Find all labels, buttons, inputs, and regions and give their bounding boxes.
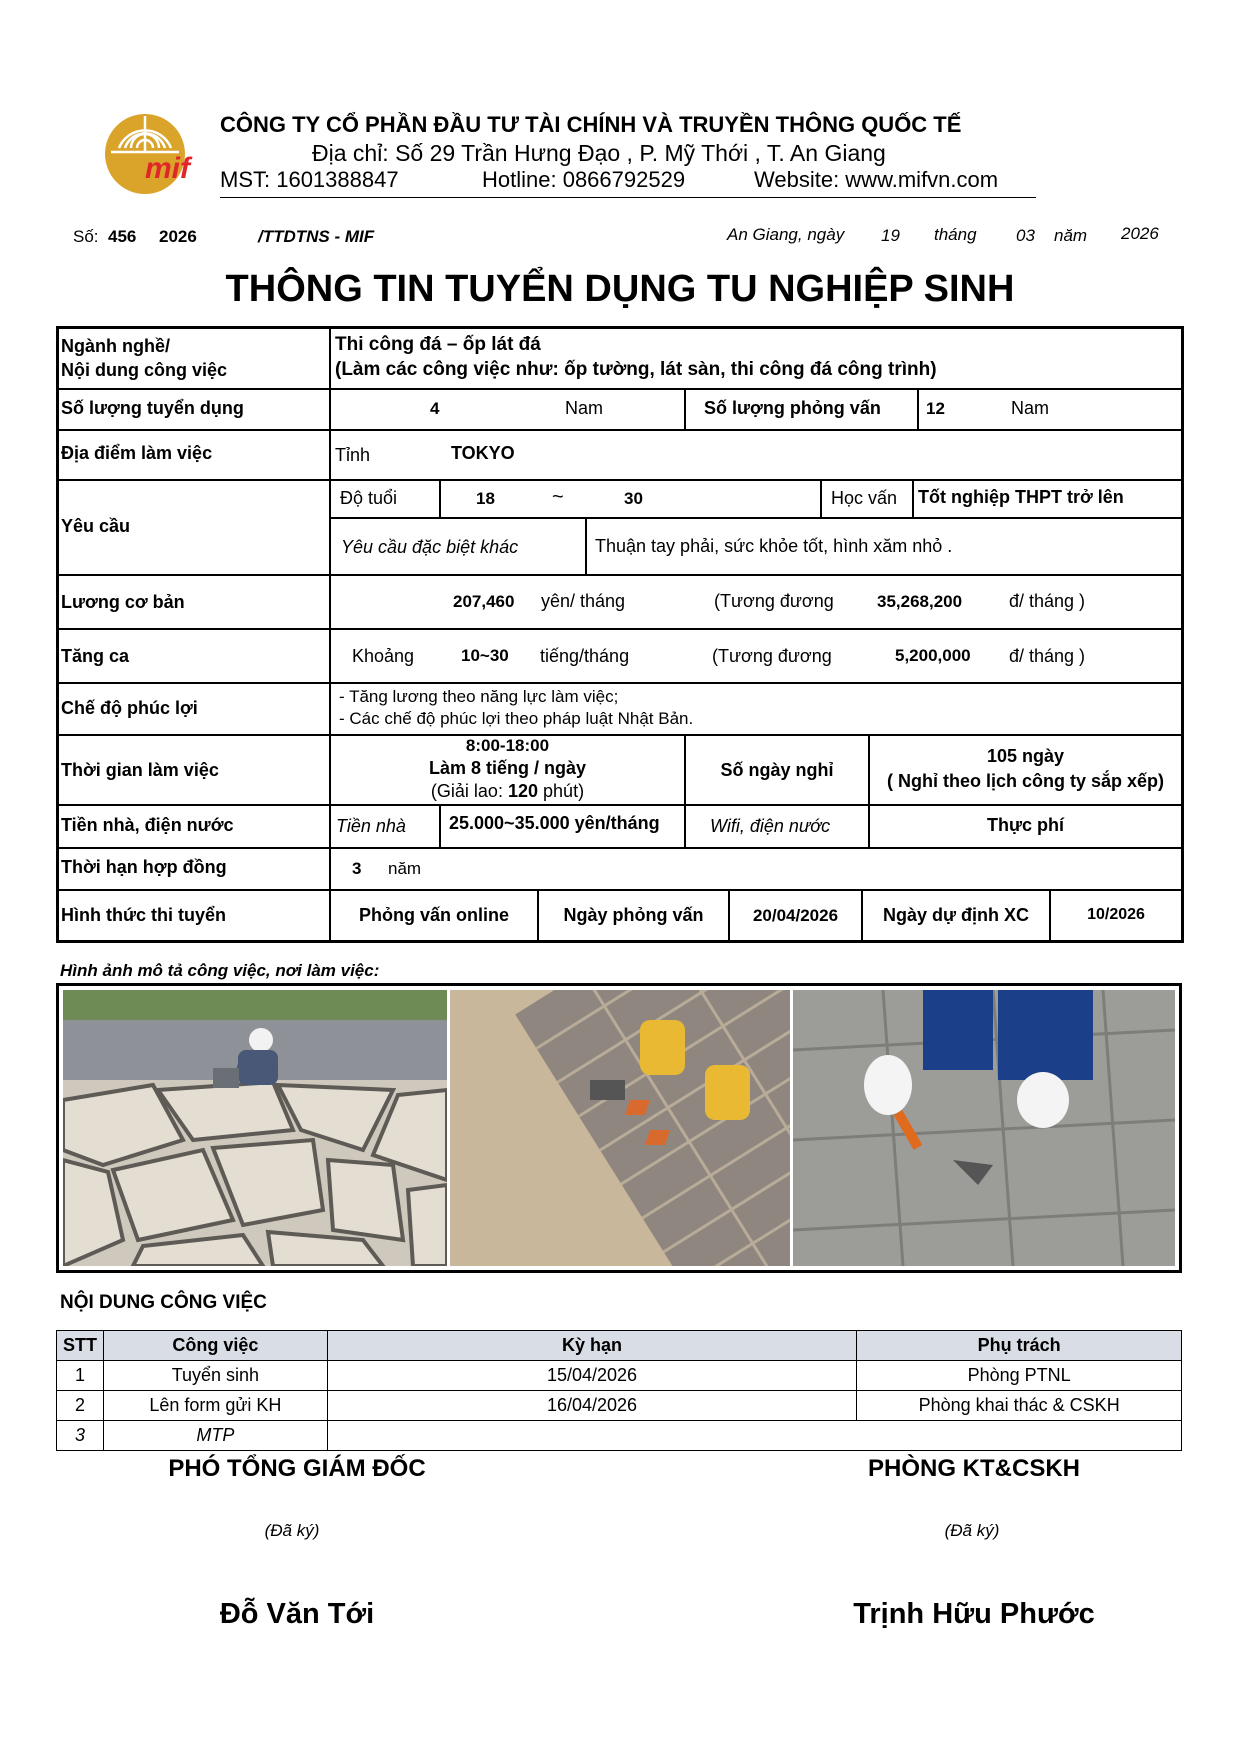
age-min: 18 <box>476 489 495 508</box>
row-divider <box>56 847 1184 849</box>
education-value: Tốt nghiệp THPT trở lên <box>918 487 1124 507</box>
overtime-equivalent-label: (Tương đương <box>712 646 832 666</box>
task-name: Lên form gửi KH <box>103 1391 327 1421</box>
welfare-label: Chế độ phúc lợi <box>61 698 198 718</box>
welfare-item: - Tăng lương theo năng lực làm việc; <box>339 687 619 706</box>
photos-caption: Hình ảnh mô tả công việc, nơi làm việc: <box>60 961 380 980</box>
interview-count: 12 <box>926 399 945 418</box>
task-owner: Phòng khai thác & CSKH <box>857 1391 1182 1421</box>
table-row <box>57 1391 1182 1421</box>
education-label: Học vấn <box>831 488 898 508</box>
task-name: Tuyển sinh <box>103 1361 327 1391</box>
task-stt: 1 <box>57 1361 104 1391</box>
recruit-count-label: Số lượng tuyển dụng <box>61 398 244 418</box>
row-divider <box>56 682 1184 684</box>
housing-label: Tiền nhà, điện nước <box>61 815 234 835</box>
company-address: Địa chỉ: Số 29 Trần Hưng Đạo , P. Mỹ Thới , T. An Giang <box>312 140 886 166</box>
photo-flagstone-paving <box>63 990 447 1266</box>
dayoff-value: 105 ngày <box>986 746 1065 766</box>
doc-number: 456 <box>108 227 137 246</box>
departure-label: Ngày dự định XC <box>882 905 1030 925</box>
column-divider <box>684 804 686 849</box>
industry-label: Ngành nghề/ <box>61 336 170 356</box>
photo-tile-laying <box>793 990 1175 1266</box>
exam-label: Hình thức thi tuyển <box>61 905 227 925</box>
salary-equivalent-label: (Tương đương <box>714 591 834 611</box>
column-divider <box>329 326 331 943</box>
location-label: Địa điểm làm việc <box>61 443 213 463</box>
utilities-label: Wifi, điện nước <box>710 816 831 836</box>
overtime-equivalent-unit: đ/ tháng ) <box>1009 646 1086 666</box>
worktime-break-prefix: (Giải lao: <box>430 781 503 801</box>
row-divider <box>56 388 1184 390</box>
worktime-label: Thời gian làm việc <box>61 760 219 780</box>
doc-number-year: 2026 <box>159 227 197 246</box>
doc-year: 2026 <box>1121 224 1159 243</box>
salary-equivalent-unit: đ/ tháng ) <box>1009 591 1086 611</box>
worktime-break <box>331 781 684 802</box>
row-divider <box>56 804 1184 806</box>
departure-value: 10/2026 <box>1087 906 1145 923</box>
tasks-header-row <box>57 1331 1182 1361</box>
column-header-stt: STT <box>57 1331 104 1361</box>
table-border-left <box>56 326 59 943</box>
age-label: Độ tuổi <box>340 488 398 508</box>
contract-label: Thời hạn hợp đồng <box>61 857 227 877</box>
interview-count-label: Số lượng phỏng vấn <box>704 398 881 418</box>
table-row <box>57 1361 1182 1391</box>
industry-description: (Làm các công việc như: ốp tường, lát sàn, thi công đá công trình) <box>335 359 937 380</box>
doc-month-label: tháng <box>934 225 977 244</box>
right-signer-title: PHÒNG KT&CSKH <box>867 1455 1080 1482</box>
column-divider <box>439 479 441 519</box>
right-signer-name: Trịnh Hữu Phước <box>853 1598 1095 1630</box>
age-separator: ~ <box>552 486 564 508</box>
special-requirements-value: Thuận tay phải, sức khỏe tốt, hình xăm nhỏ . <box>595 536 953 556</box>
overtime-hours: 10~30 <box>461 646 509 665</box>
worktime-hours: 8:00-18:00 <box>465 736 550 755</box>
age-max: 30 <box>624 489 643 508</box>
company-tax-code: MST: 1601388847 <box>220 167 399 192</box>
dayoff-note: ( Nghỉ theo lịch công ty sắp xếp) <box>886 771 1165 791</box>
overtime-unit: tiếng/tháng <box>540 646 630 666</box>
company-name: CÔNG TY CỔ PHẦN ĐẦU TƯ TÀI CHÍNH VÀ TRUYỀN THÔNG QUỐC TẾ <box>220 112 962 137</box>
dayoff-label: Số ngày nghỉ <box>720 760 834 780</box>
table-border-top <box>56 326 1184 329</box>
left-signer-name: Đỗ Văn Tới <box>219 1598 375 1630</box>
company-website: Website: www.mifvn.com <box>754 167 999 192</box>
photo-brick-paving <box>450 990 790 1266</box>
utilities-value: Thực phí <box>986 815 1065 835</box>
salary-equivalent-value: 35,268,200 <box>877 592 963 611</box>
row-divider <box>56 628 1184 630</box>
doc-year-label: năm <box>1054 226 1088 245</box>
task-deadline: 15/04/2026 <box>327 1361 857 1391</box>
row-divider <box>56 479 1184 481</box>
company-hotline: Hotline: 0866792529 <box>482 167 686 192</box>
special-requirements-label: Yêu cầu đặc biệt khác <box>341 537 519 557</box>
document-title: THÔNG TIN TUYỂN DỤNG TU NGHIỆP SINH <box>225 268 1015 310</box>
industry-label-line2: Nội dung công việc <box>61 360 228 380</box>
worktime-break-suffix: phút) <box>543 781 585 801</box>
salary-value: 207,460 <box>453 592 515 611</box>
svg-text:mif: mif <box>145 152 190 185</box>
column-divider <box>912 479 914 519</box>
salary-label: Lương cơ bản <box>61 592 185 612</box>
left-signed-note: (Đã ký) <box>264 1521 320 1540</box>
column-header-deadline: Kỳ hạn <box>327 1331 857 1361</box>
column-header-task: Công việc <box>103 1331 327 1361</box>
row-divider <box>56 429 1184 431</box>
right-signed-note: (Đã ký) <box>944 1521 1000 1540</box>
doc-number-label: Số: <box>73 227 99 246</box>
overtime-prefix: Khoảng <box>352 646 415 666</box>
recruit-gender: Nam <box>565 398 604 418</box>
doc-number-suffix: /TTDTNS - MIF <box>258 227 375 246</box>
work-photos <box>56 983 1182 1273</box>
company-logo <box>103 112 215 196</box>
column-divider <box>439 804 441 849</box>
task-stt: 3 <box>57 1421 104 1451</box>
recruitment-info-table <box>56 326 1184 943</box>
task-stt: 2 <box>57 1391 104 1421</box>
overtime-equivalent-value: 5,200,000 <box>895 646 971 665</box>
doc-month: 03 <box>1016 226 1035 245</box>
header-divider <box>220 197 1036 198</box>
column-header-owner: Phụ trách <box>857 1331 1182 1361</box>
table-border-bottom <box>56 940 1184 943</box>
task-deadline <box>327 1421 1181 1451</box>
column-divider <box>868 734 870 806</box>
contract-value: 3 <box>352 859 362 878</box>
salary-unit: yên/ tháng <box>541 591 626 611</box>
worktime-break-value: 120 <box>507 781 539 801</box>
column-divider <box>917 388 919 431</box>
column-divider <box>820 479 822 519</box>
requirements-label: Yêu cầu <box>61 516 131 536</box>
location-prefix: Tỉnh <box>335 445 371 465</box>
row-divider <box>56 889 1184 891</box>
row-divider <box>56 574 1184 576</box>
tasks-table <box>56 1330 1182 1450</box>
column-divider <box>684 388 686 431</box>
industry-value: Thi công đá – ốp lát đá <box>335 334 541 355</box>
interview-date-label: Ngày phỏng vấn <box>563 905 704 925</box>
row-divider <box>331 517 1184 519</box>
column-divider <box>585 517 587 576</box>
table-border-right <box>1181 326 1184 943</box>
doc-place: An Giang, ngày <box>727 225 845 244</box>
task-name: MTP <box>103 1421 327 1451</box>
recruit-count: 4 <box>430 399 440 418</box>
task-owner: Phòng PTNL <box>857 1361 1182 1391</box>
rent-value: 25.000~35.000 yên/tháng <box>449 813 660 833</box>
table-row <box>57 1421 1182 1451</box>
interview-date-value: 20/04/2026 <box>752 906 839 925</box>
overtime-label: Tăng ca <box>61 646 130 666</box>
worktime-per-day: Làm 8 tiếng / ngày <box>428 758 587 778</box>
rent-label: Tiền nhà <box>336 816 406 836</box>
interview-gender: Nam <box>1011 398 1050 418</box>
task-deadline: 16/04/2026 <box>327 1391 857 1421</box>
location-value: TOKYO <box>451 443 515 463</box>
exam-value: Phỏng vấn online <box>358 905 509 925</box>
tasks-heading: NỘI DUNG CÔNG VIỆC <box>60 1292 267 1313</box>
contract-unit: năm <box>388 859 422 878</box>
welfare-item: - Các chế độ phúc lợi theo pháp luật Nhật Bản. <box>339 709 694 728</box>
doc-day: 19 <box>881 226 900 245</box>
left-signer-title: PHÓ TỔNG GIÁM ĐỐC <box>168 1455 426 1482</box>
